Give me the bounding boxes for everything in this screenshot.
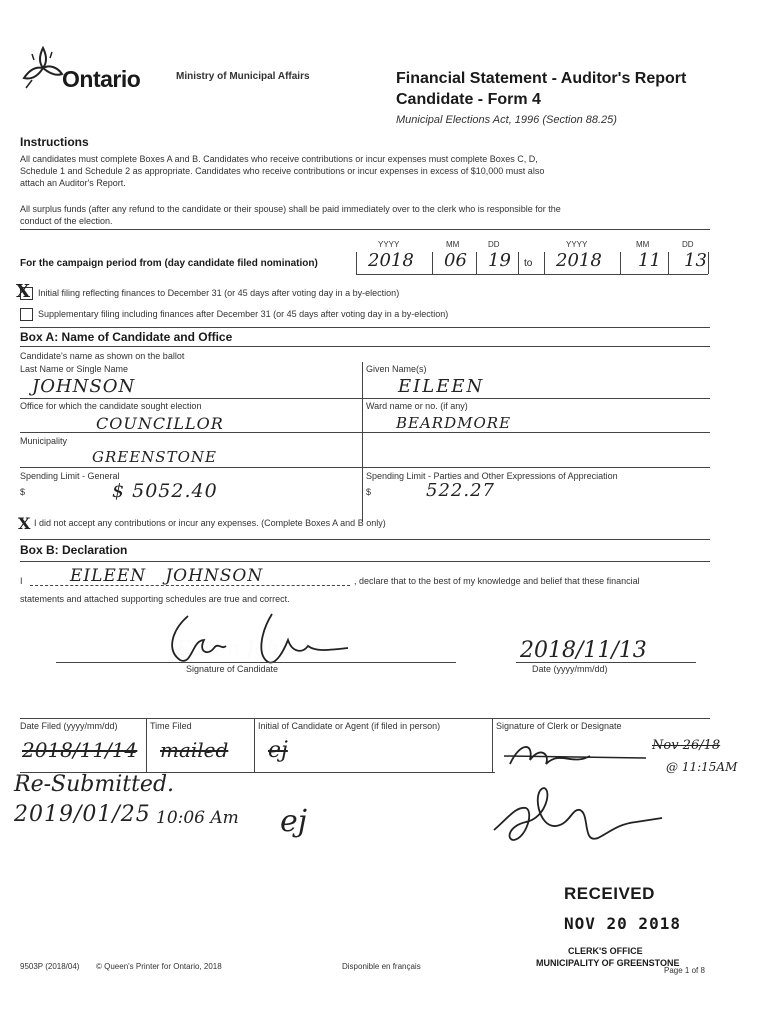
- ward-label: Ward name or no. (if any): [366, 401, 468, 411]
- municipality-field[interactable]: GREENSTONE: [92, 448, 217, 466]
- resubmitted-time: 10:06 Am: [156, 808, 239, 828]
- spending-parties-label: Spending Limit - Parties and Other Expressions of Appreciation: [366, 471, 618, 481]
- no-contributions-checkmark[interactable]: X: [18, 514, 31, 533]
- last-name-label: Last Name or Single Name: [20, 364, 129, 374]
- resubmitted-initial: ej: [280, 804, 308, 839]
- declaration-text-line2: statements and attached supporting schedules are true and correct.: [20, 594, 290, 604]
- from-dd-caption: DD: [488, 240, 500, 249]
- instructions-para2-line1: All surplus funds (after any refund to the candidate or their spouse) shall be paid immediately over to the clerk who is responsible for the: [20, 204, 561, 214]
- to-dd-field[interactable]: 13: [684, 250, 707, 271]
- candidate-name-caption: Candidate's name as shown on the ballot: [20, 351, 185, 361]
- time-filed-field[interactable]: mailed: [160, 738, 229, 762]
- from-dd-field[interactable]: 19: [488, 250, 511, 271]
- period-to-label: to: [524, 258, 533, 269]
- box-b-heading: Box B: Declaration: [20, 543, 128, 557]
- to-yyyy-caption: YYYY: [566, 240, 588, 249]
- spending-parties-currency: $: [366, 487, 372, 497]
- signature-label: Signature of Candidate: [186, 664, 279, 674]
- initial-agent-label: Initial of Candidate or Agent (if filed in person): [258, 721, 441, 731]
- form-title-line1: Financial Statement - Auditor's Report: [396, 70, 687, 87]
- declaration-prefix: I: [20, 576, 23, 586]
- candidate-signature-text: [176, 636, 327, 660]
- clerk-date-note: Nov 26/18: [652, 738, 721, 753]
- instructions-para2-line2: conduct of the election.: [20, 216, 113, 226]
- given-name-label: Given Name(s): [366, 364, 427, 374]
- stamp-municipality: MUNICIPALITY OF GREENSTONE: [536, 958, 680, 968]
- campaign-period-label: For the campaign period from (day candidate filed nomination): [20, 258, 318, 269]
- form-code: 9503P (2018/04): [20, 962, 80, 971]
- spending-general-field[interactable]: $ 5052.40: [112, 480, 218, 502]
- declaration-date-field[interactable]: 2018/11/13: [520, 638, 647, 663]
- from-mm-caption: MM: [446, 240, 460, 249]
- instructions-heading: Instructions: [20, 135, 89, 149]
- declaration-text-line1: , declare that to the best of my knowledge and belief that these financial: [354, 576, 640, 586]
- agent-initial-field[interactable]: ej: [268, 738, 288, 763]
- stamp-date: NOV 20 2018: [564, 914, 681, 933]
- last-name-field[interactable]: JOHNSON: [32, 376, 136, 397]
- to-mm-caption: MM: [636, 240, 650, 249]
- supplementary-filing-checkbox[interactable]: [20, 308, 33, 321]
- from-yyyy-caption: YYYY: [378, 240, 400, 249]
- date-filed-field[interactable]: 2018/11/14: [22, 738, 138, 762]
- resubmitted-note: Re-Submitted.: [14, 772, 175, 797]
- stamp-office: CLERK'S OFFICE: [568, 946, 643, 956]
- office-label: Office for which the candidate sought election: [20, 401, 202, 411]
- office-field[interactable]: COUNCILLOR: [96, 414, 224, 433]
- from-mm-field[interactable]: 06: [444, 250, 467, 271]
- initial-filing-label: Initial filing reflecting finances to December 31 (or 45 days after voting day in a by-election): [38, 288, 400, 298]
- spending-general-label: Spending Limit - General: [20, 471, 120, 481]
- instructions-para2: [20, 203, 561, 227]
- to-mm-field[interactable]: 11: [638, 250, 661, 271]
- to-yyyy-field[interactable]: 2018: [556, 250, 602, 271]
- supplementary-filing-label: Supplementary filing including finances after December 31 (or 45 days after voting day in a by-election): [38, 309, 449, 319]
- municipality-label: Municipality: [20, 436, 68, 446]
- form-title-line2: Candidate - Form 4: [396, 91, 541, 108]
- no-contributions-label: I did not accept any contributions or incur any expenses. (Complete Boxes A and B only): [34, 518, 386, 528]
- date-filed-label: Date Filed (yyyy/mm/dd): [20, 721, 118, 731]
- resubmitted-date: 2019/01/25: [14, 802, 151, 827]
- instructions-para1: [20, 153, 544, 189]
- initial-filing-checkmark: X: [16, 281, 30, 302]
- declaration-date-label: Date (yyyy/mm/dd): [532, 664, 608, 674]
- clerk-time-note: @ 11:15AM: [666, 760, 738, 774]
- page-number: Page 1 of 8: [664, 966, 705, 975]
- ministry-name: Ministry of Municipal Affairs: [176, 71, 310, 82]
- box-a-heading: Box A: Name of Candidate and Office: [20, 330, 233, 344]
- spending-parties-field[interactable]: 522.27: [426, 480, 495, 501]
- to-dd-caption: DD: [682, 240, 694, 249]
- instructions-para1-line2: Schedule 1 and Schedule 2 as appropriate. Candidates who receive contributions or incur expenses in excess of $10,000 must also: [20, 166, 545, 176]
- clerk-signature-scribble: [500, 736, 650, 772]
- resubmitted-clerk-signature: [486, 778, 666, 848]
- from-yyyy-field[interactable]: 2018: [368, 250, 414, 271]
- stamp-received-text: RECEIVED: [564, 884, 655, 903]
- french-available: Disponible en français: [342, 962, 421, 971]
- instructions-para1-line1: All candidates must complete Boxes A and B. Candidates who receive contributions or incur expenses must complete Boxes C, D,: [20, 154, 538, 164]
- copyright: © Queen's Printer for Ontario, 2018: [96, 962, 222, 971]
- given-name-field[interactable]: EILEEN: [398, 376, 485, 397]
- instructions-para1-line3: attach an Auditor's Report.: [20, 178, 126, 188]
- trillium-icon: [20, 44, 66, 92]
- act-reference: Municipal Elections Act, 1996 (Section 88.25): [396, 114, 617, 126]
- ontario-logo: [20, 44, 160, 94]
- spending-general-currency: $: [20, 487, 26, 497]
- received-stamp: [536, 884, 710, 974]
- declaration-name-field[interactable]: EILEEN JOHNSON: [70, 566, 264, 586]
- time-filed-label: Time Filed: [150, 721, 192, 731]
- logo-wordmark: Ontario: [62, 66, 141, 92]
- clerk-signature-label: Signature of Clerk or Designate: [496, 721, 622, 731]
- ward-field[interactable]: BEARDMORE: [396, 414, 512, 432]
